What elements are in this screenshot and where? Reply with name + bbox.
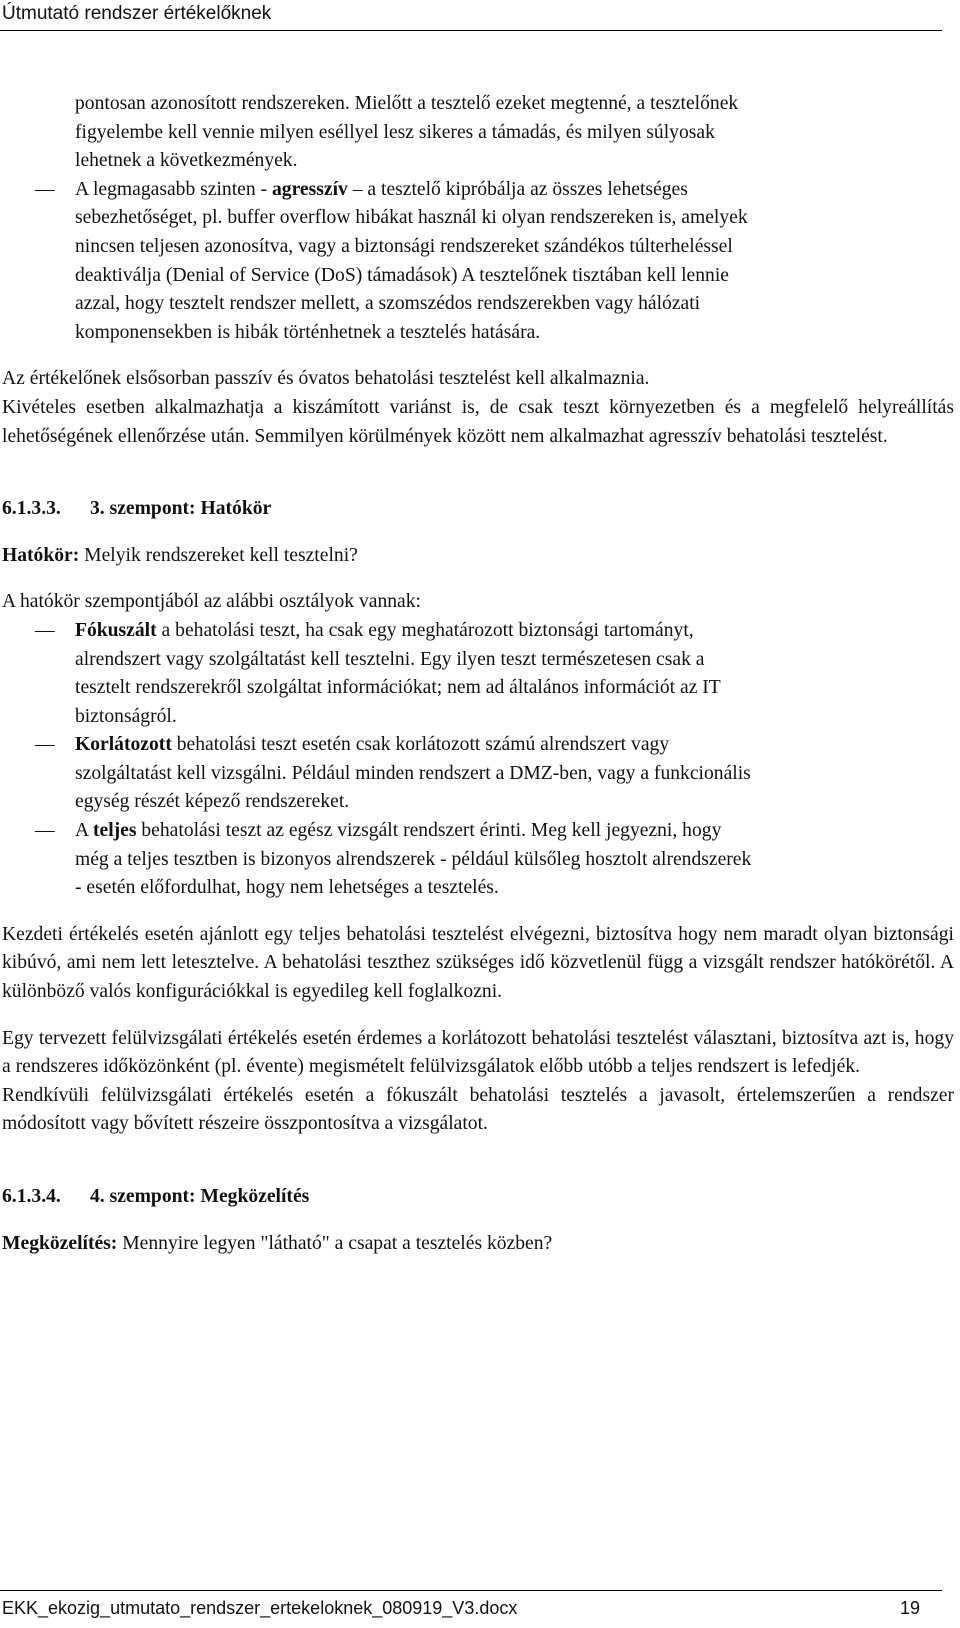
page-header (0, 0, 942, 31)
scope-question: Hatókör: Melyik rendszereket kell tesztelni? (2, 544, 358, 566)
intro-continuation (2, 90, 954, 176)
term-limited: Korlátozott (75, 734, 172, 756)
section-number: 6.1.3.4. (2, 1186, 61, 1207)
text-line: sebezhetőséget, pl. buffer overflow hibákat használ ki olyan rendszereken is, amelyek (75, 207, 748, 229)
text-line: biztonságról. (75, 705, 177, 727)
text-line: szolgáltatást kell vizsgálni. Például minden rendszert a DMZ-ben, vagy a funkcionális (75, 762, 751, 784)
dash-bullet: — (35, 619, 55, 641)
page-footer (0, 1590, 942, 1619)
paragraph-initial: Kezdeti értékelés esetén ajánlott egy teljes behatolási tesztelést elvégezni, biztosítva hogy nem maradt olyan biztonsági kibúvó, ami nem lett letesztelve. A behatolási teszthez szükséges idő közvetlenül függ a vizsgált rendszer hatókörétől. A különböző valós konfigurációkkal is egyedileg kell foglalkozni. (2, 923, 954, 1003)
paragraph-evaluator (2, 365, 954, 451)
term-aggressive: agresszív (271, 178, 348, 200)
text-line: még a teljes tesztben is bizonyos alrendszerek - például külsőleg hosztolt alrendszerek (75, 848, 752, 870)
text-line: A legmagasabb szinten - agresszív – a tesztelő kipróbálja az összes lehetséges (75, 178, 688, 200)
text-line: figyelembe kell vennie milyen eséllyel lesz sikeres a támadás, és milyen súlyosak (75, 121, 715, 143)
section-title: 4. szempont: Megközelítés (90, 1186, 310, 1207)
paragraph-text: Kivételes esetben alkalmazhatja a kiszámított variánst is, de csak teszt környezetben és a megfelelő helyreállítás lehetőségének ellenőrzése után. Semmilyen körülmények között nem alkalmazhat agresszív behatolási tesztelést. (2, 396, 954, 447)
text-line: tesztelt rendszerekről szolgáltat információkat; nem ad általános információt az IT (75, 677, 721, 699)
text-line: pontosan azonosított rendszereken. Mielőtt a tesztelő ezeket megtenné, a tesztelőnek (75, 93, 739, 114)
dash-bullet: — (35, 734, 55, 756)
text-line: Korlátozott behatolási teszt esetén csak korlátozott számú alrendszert vagy (75, 734, 670, 756)
section-heading-scope (2, 495, 954, 524)
text-line: Az értékelőnek elsősorban passzív és óvatos behatolási tesztelést kell alkalmaznia. (2, 368, 650, 390)
list-item-aggressive (2, 176, 954, 348)
list-item-limited (2, 731, 954, 817)
paragraph-review: Egy tervezett felülvizsgálati értékelés esetén érdemes a korlátozott behatolási tesztelést választani, biztosítva azt is, hogy a rendszeres időközönként (pl. évente) megismételt felülvizsgálatok előbb utóbb a teljes rendszert is lefedjék. (2, 1027, 954, 1078)
section-heading-approach (2, 1183, 954, 1212)
footer-filename: EKK_ekozig_utmutato_rendszer_ertekeloknek_080919_V3.docx (2, 1598, 518, 1618)
section-number: 6.1.3.3. (2, 498, 61, 520)
text-line: komponensekben is hibák történhetnek a tesztelés hatására. (75, 321, 541, 343)
dash-bullet: — (35, 820, 55, 842)
header-title: Útmutató rendszer értékelőknek (2, 3, 272, 24)
text-line: - esetén előfordulhat, hogy nem lehetséges a tesztelés. (75, 877, 499, 899)
text-line: nincsen teljesen azonosítva, vagy a biztonsági rendszereket szándékos túlterheléssel (75, 235, 733, 257)
text-line: lehetnek a következmények. (75, 150, 298, 172)
text-line: alrendszert vagy szolgáltatást kell tesztelni. Egy ilyen teszt természetesen csak a (75, 648, 705, 670)
text-line: deaktiválja (Denial of Service (DoS) támadások) A tesztelőnek tisztában kell lennie (75, 264, 729, 286)
paragraph-extraordinary: Rendkívüli felülvizsgálati értékelés esetén a fókuszált behatolási tesztelés a javasolt, értelemszerűen a rendszer módosított vagy bővített részeire összpontosítva a vizsgálatot. (2, 1084, 954, 1135)
text-line: egység részét képező rendszereket. (75, 791, 350, 813)
section-title: 3. szempont: Hatókör (90, 498, 272, 520)
approach-question: Megközelítés: Mennyire legyen "látható" a csapat a tesztelés közben? (2, 1232, 553, 1254)
dash-bullet: — (35, 178, 55, 200)
term-focused: Fókuszált (75, 619, 157, 641)
list-item-focused (2, 617, 954, 731)
list-item-full (2, 817, 954, 903)
document-body (2, 90, 954, 1258)
text-line: Fókuszált a behatolási teszt, ha csak egy meghatározott biztonsági tartományt, (75, 619, 694, 641)
text-line: A teljes behatolási teszt az egész vizsgált rendszert érinti. Meg kell jegyezni, hogy (75, 820, 722, 842)
scope-intro: A hatókör szempontjából az alábbi osztályok vannak: (2, 591, 421, 613)
text-line: azzal, hogy tesztelt rendszer mellett, a szomszédos rendszerekben vagy hálózati (75, 293, 701, 315)
page-number: 19 (899, 1598, 920, 1618)
term-full: teljes (92, 820, 137, 842)
